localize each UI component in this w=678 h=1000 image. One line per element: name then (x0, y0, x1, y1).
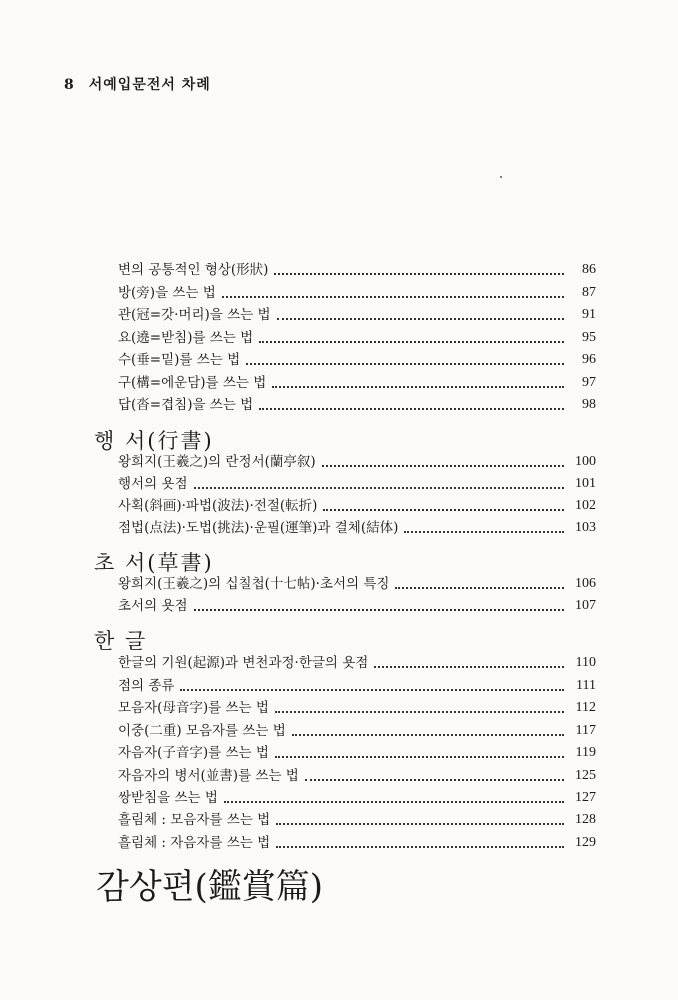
toc-entry-title: 모음자(母音字)를 쓰는 법 (118, 700, 269, 716)
toc-entry-page: 96 (582, 352, 596, 367)
leader-dots (374, 666, 564, 668)
header-page-number: 8 (64, 77, 75, 93)
toc-entry-page: 111 (576, 678, 596, 693)
toc-entry (118, 373, 596, 393)
toc-entry (118, 788, 596, 808)
leader-dots (395, 587, 564, 589)
toc-entry (118, 721, 596, 741)
toc-entry-page: 110 (575, 655, 596, 670)
toc-entry-title: 관(冠=갓·머리)을 쓰는 법 (118, 307, 271, 323)
leader-dots (274, 273, 564, 275)
toc-entry (118, 260, 596, 280)
leader-dots (276, 846, 564, 848)
toc-entry-page: 101 (575, 476, 596, 491)
toc-entry-title: 요(遶=받침)를 쓰는 법 (118, 330, 254, 346)
toc-entry-title: 초서의 욧점 (118, 598, 188, 614)
toc-entry-title: 쌍받침을 쓰는 법 (118, 790, 218, 806)
leader-dots (275, 756, 564, 758)
toc-entry-title: 흘림체 : 모음자를 쓰는 법 (118, 812, 271, 828)
leader-dots (224, 801, 564, 803)
toc-entry (118, 452, 596, 472)
toc-entry (118, 743, 596, 763)
toc-entry-title: 수(垂=밑)를 쓰는 법 (118, 352, 241, 368)
toc-entry-page: 106 (575, 576, 596, 591)
toc-entry-title: 왕희지(王羲之)의 란정서(蘭亭叙) (118, 454, 316, 470)
toc-entry (118, 766, 596, 786)
toc-entry-page: 87 (582, 285, 596, 300)
leader-dots (305, 779, 564, 781)
leader-dots (272, 386, 564, 388)
toc-entry (118, 833, 596, 853)
toc-entry-page: 102 (575, 498, 596, 513)
toc-entry-title: 점법(点法)·도법(挑法)·운필(運筆)과 결체(結体) (118, 520, 399, 536)
leader-dots (277, 318, 564, 320)
toc-entry-page: 91 (582, 307, 596, 322)
leader-dots (259, 341, 564, 343)
section-heading-hangeul: 한 글 (94, 629, 148, 653)
leader-dots (276, 823, 564, 825)
toc-entry-title: 자음자(子音字)를 쓰는 법 (118, 745, 269, 761)
toc-entry-page: 98 (582, 397, 596, 412)
toc-entry (118, 574, 596, 594)
toc-entry-page: 127 (575, 790, 596, 805)
toc-entry (118, 810, 596, 830)
toc-entry-page: 129 (575, 835, 596, 850)
leader-dots (259, 408, 564, 410)
leader-dots (292, 734, 564, 736)
toc-entry (118, 474, 596, 494)
toc-entry (118, 596, 596, 616)
leader-dots (404, 531, 564, 533)
toc-entry-title: 한글의 기원(起源)과 변천과정·한글의 욧점 (118, 655, 369, 671)
toc-entry-page: 117 (575, 723, 596, 738)
header-book-title: 서예입문전서 차례 (88, 77, 211, 93)
leader-dots (275, 711, 564, 713)
section-heading-haengseo: 행 서(行書) (94, 429, 214, 453)
leader-dots (222, 296, 564, 298)
toc-entry-title: 답(沓=겹침)을 쓰는 법 (118, 397, 254, 413)
toc-entry-title: 자음자의 병서(並書)를 쓰는 법 (118, 768, 299, 784)
toc-entry-title: 점의 종류 (118, 678, 175, 694)
toc-entry-title: 구(構=에운담)를 쓰는 법 (118, 375, 267, 391)
running-header (64, 74, 211, 94)
toc-entry (118, 653, 596, 673)
leader-dots (323, 509, 564, 511)
toc-entry-title: 이중(二重) 모음자를 쓰는 법 (118, 723, 286, 739)
toc-entry-page: 100 (575, 454, 596, 469)
leader-dots (194, 487, 565, 489)
toc-entry-title: 사획(斜画)·파법(波法)·전절(転折) (118, 498, 318, 514)
paper-speck (500, 176, 502, 178)
toc-entry-page: 97 (582, 375, 596, 390)
toc-entry (118, 395, 596, 415)
toc-entry-page: 125 (575, 768, 596, 783)
toc-entry-page: 107 (575, 598, 596, 613)
leader-dots (322, 465, 564, 467)
toc-entry (118, 305, 596, 325)
toc-entry-page: 103 (575, 520, 596, 535)
toc-entry (118, 518, 596, 538)
toc-entry-page: 86 (582, 262, 596, 277)
toc-entry-page: 128 (575, 812, 596, 827)
leader-dots (246, 363, 564, 365)
toc-entry-title: 방(旁)을 쓰는 법 (118, 285, 216, 301)
toc-entry (118, 328, 596, 348)
toc-entry-title: 변의 공통적인 형상(形狀) (118, 262, 269, 278)
toc-entry-title: 흘림체 : 자음자를 쓰는 법 (118, 835, 271, 851)
toc-entry (118, 676, 596, 696)
toc-entry (118, 283, 596, 303)
toc-entry-page: 119 (575, 745, 596, 760)
leader-dots (180, 689, 564, 691)
toc-entry-page: 95 (582, 330, 596, 345)
toc-entry-page: 112 (575, 700, 596, 715)
toc-entry (118, 350, 596, 370)
toc-entry-title: 왕희지(王羲之)의 십칠첩(十七帖)·초서의 특징 (118, 576, 390, 592)
part-title: 감상편(鑑賞篇) (96, 867, 324, 907)
leader-dots (194, 609, 565, 611)
toc-entry (118, 496, 596, 516)
toc-entry (118, 698, 596, 718)
section-heading-choseo: 초 서(草書) (94, 551, 214, 575)
toc-entry-title: 행서의 욧점 (118, 476, 188, 492)
